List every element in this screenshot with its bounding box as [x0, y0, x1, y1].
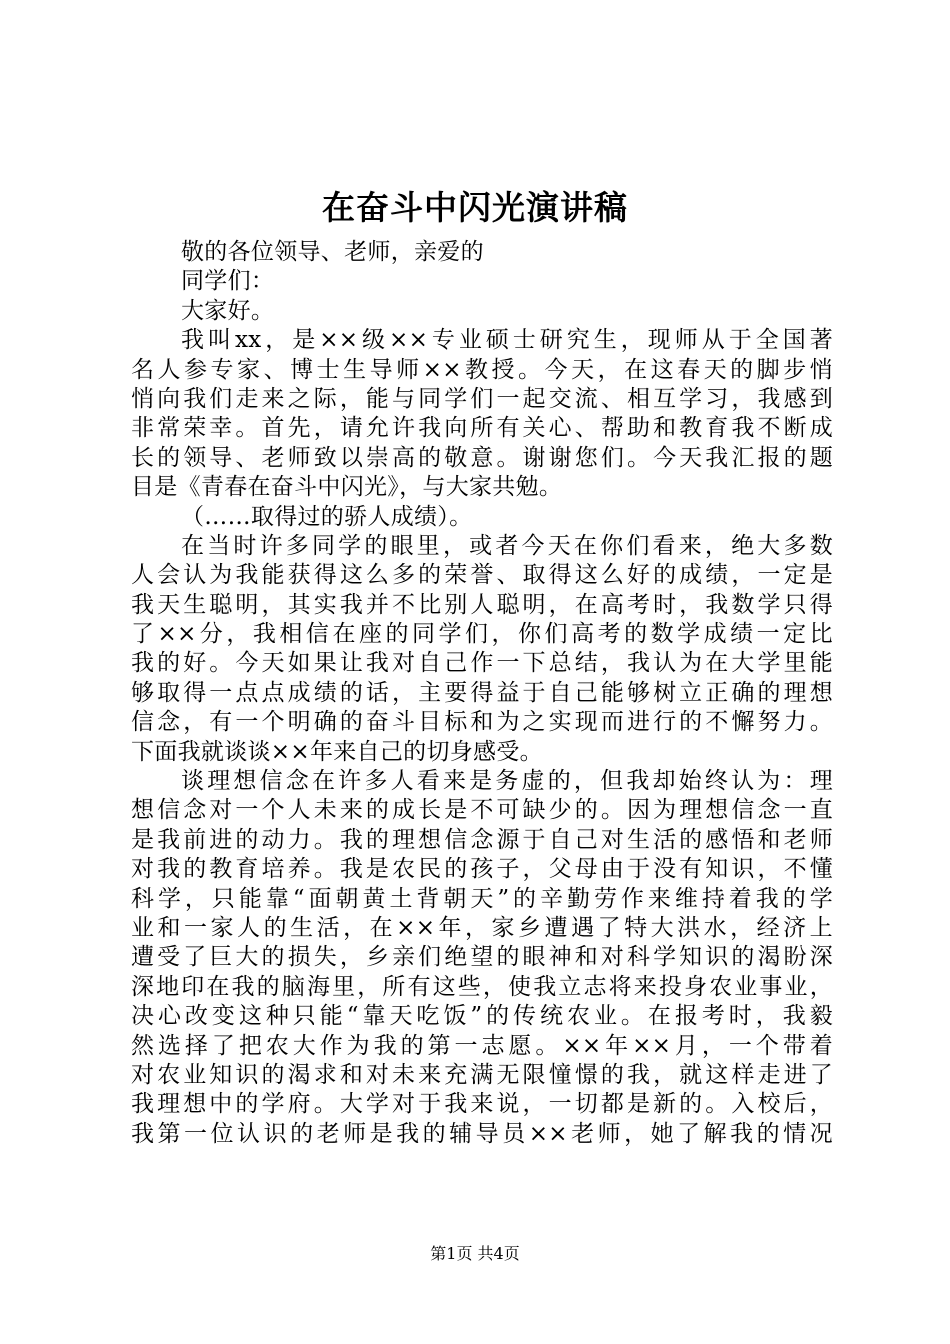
text-line: 我叫xx，是××级××专业硕士研究生，现师从于全国著 — [181, 327, 833, 354]
text-line: 下面我就谈谈××年来自己的切身感受。 — [131, 738, 543, 765]
text-line: 我第一位认识的老师是我的辅导员××老师，她了解我的情况 — [131, 1120, 833, 1147]
text-line: 信念，有一个明确的奋斗目标和为之实现而进行的不懈努力。 — [131, 709, 833, 736]
text-line: 在当时许多同学的眼里，或者今天在你们看来，绝大多数 — [181, 532, 833, 559]
text-line: 想信念对一个人未来的成长是不可缺少的。因为理想信念一直 — [131, 797, 833, 824]
text-line: 业和一家人的生活，在××年，家乡遭遇了特大洪水，经济上 — [131, 914, 833, 941]
text-line: 科学，只能靠“面朝黄土背朝天”的辛勤劳作来维持着我的学 — [131, 885, 833, 912]
text-line: 对我的教育培养。我是农民的孩子，父母由于没有知识，不懂 — [131, 856, 833, 883]
text-line: 了××分，我相信在座的同学们，你们高考的数学成绩一定比 — [131, 621, 833, 648]
text-line: 非常荣幸。首先，请允许我向所有关心、帮助和教育我不断成 — [131, 415, 833, 442]
text-line: 深地印在我的脑海里，所有这些，使我立志将来投身农业事业， — [131, 973, 833, 1000]
text-line: 谈理想信念在许多人看来是务虚的，但我却始终认为：理 — [181, 768, 833, 795]
text-line: 够取得一点点成绩的话，主要得益于自己能够树立正确的理想 — [131, 679, 833, 706]
text-line: 对农业知识的渴求和对未来充满无限憧憬的我，就这样走进了 — [131, 1061, 833, 1088]
text-line: 是我前进的动力。我的理想信念源于自己对生活的感悟和老师 — [131, 826, 833, 853]
text-line: 同学们： — [181, 268, 275, 295]
text-line: 长的领导、老师致以崇高的敬意。谢谢您们。今天我汇报的题 — [131, 444, 833, 471]
document-body — [131, 238, 833, 1149]
text-line: 我天生聪明，其实我并不比别人聪明，在高考时，我数学只得 — [131, 591, 833, 618]
text-line: 大家好。 — [181, 297, 275, 324]
text-line: 我理想中的学府。大学对于我来说，一切都是新的。入校后， — [131, 1091, 833, 1118]
text-line: 目是《青春在奋斗中闪光》，与大家共勉。 — [131, 474, 563, 501]
text-line: 悄向我们走来之际，能与同学们一起交流、相互学习，我感到 — [131, 385, 833, 412]
text-line: 我的好。今天如果让我对自己作一下总结，我认为在大学里能 — [131, 650, 833, 677]
text-line: 名人参专家、博士生导师××教授。今天，在这春天的脚步悄 — [131, 356, 833, 383]
text-line: 人会认为我能获得这么多的荣誉、取得这么好的成绩，一定是 — [131, 562, 833, 589]
text-line: 然选择了把农大作为我的第一志愿。××年××月，一个带着 — [131, 1032, 833, 1059]
text-line: 遭受了巨大的损失，乡亲们绝望的眼神和对科学知识的渴盼深 — [131, 944, 833, 971]
text-line: 决心改变这种只能“靠天吃饭”的传统农业。在报考时，我毅 — [131, 1003, 833, 1030]
page-footer: 第1页 共4页 — [430, 1244, 520, 1263]
document-title: 在奋斗中闪光演讲稿 — [322, 188, 628, 227]
text-line: （……取得过的骄人成绩）。 — [181, 503, 473, 530]
text-line: 敬的各位领导、老师，亲爱的 — [181, 239, 484, 265]
